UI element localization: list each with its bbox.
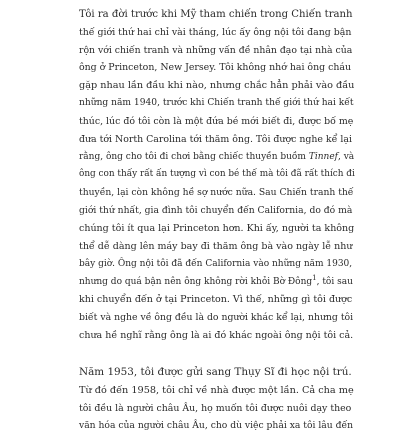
text-fragment: rằng, ông cho tôi đi chơi bằng chiếc thuyền buồm [79,151,306,162]
text-line: thúc, lúc đó tôi còn là một đứa bé mới biết đi, được bố mẹ [79,115,354,127]
text-line: giới thứ nhất, gia đình tôi chuyển đến California, do đó mà [79,205,353,217]
text-line: gặp nhau lần đầu khi nào, nhưng chắc hẳn phải vào đầu [79,80,355,92]
text-line: Năm 1953, tôi được gửi sang Thụy Sĩ đi học nội trú. [79,365,352,378]
text-line: đưa tới North Carolina tới thăm ông. Tôi được nghe kể lại [79,133,352,145]
text-line: Tôi ra đời trước khi Mỹ tham chiến trong Chiến tranh [79,8,353,20]
text-line: ông con thấy rất ấn tượng vì con bé thế mà tôi đã rất thích đi [79,169,355,180]
text-line: biết và nghe về ông đều là do người khác kể lại, nhưng tôi [79,312,354,324]
text-line: thế giới thứ hai chỉ vài tháng, lúc ấy ông nội tôi đang bận [79,26,352,38]
text-line: khi chuyển đến ở tại Princeton. Vì thế, những gì tôi được [79,294,353,306]
text-line: bây giờ. Ông nội tôi đã đến California vào những năm 1930, [79,258,353,269]
text-line: Từ đó đến 1958, tôi chỉ về nhà được một lần. Cả cha mẹ [79,384,354,396]
text-line: thuyền, lại còn không hề sợ nước nữa. Sau Chiến tranh thế [79,187,354,199]
text-line: văn hóa của người châu Âu, cho dù việc phải xa tôi lâu đến [79,420,354,432]
text-line: thể dễ dàng lên máy bay đi thăm ông bà vào ngày lễ như [79,240,353,252]
text-line-with-italic [61,149,354,167]
text-line: chúng tôi ít qua lại Princeton hơn. Khi ấy, người ta không [79,222,355,234]
text-line: tôi đều là người châu Âu, họ muốn tôi được nuôi dạy theo [79,402,352,414]
text-fragment: , tôi sau [316,276,353,287]
paragraph-2 [61,364,354,435]
text-line-with-footnote [61,274,354,292]
text-line: những năm 1940, trước khi Chiến tranh thế giới thứ hai kết [79,98,354,109]
text-line: chưa hề nghĩ rằng ông là ai đó khác ngoài ông nội tôi cả. [79,330,354,342]
paragraph-1 [61,0,354,345]
text-line: ông ở Princeton, New Jersey. Tôi không nhớ hai ông cháu [79,62,352,74]
boat-name: Tinnef [308,151,338,162]
text-fragment: , và [337,151,355,162]
footnote-marker: 1 [312,273,317,282]
body-text [61,0,354,435]
text-fragment: nhưng do quá bận nên ông không rời khỏi Bờ Đông [79,276,313,287]
text-line: rộn với chiến tranh và những vấn đề nhân đạo tại nhà của [79,44,353,56]
